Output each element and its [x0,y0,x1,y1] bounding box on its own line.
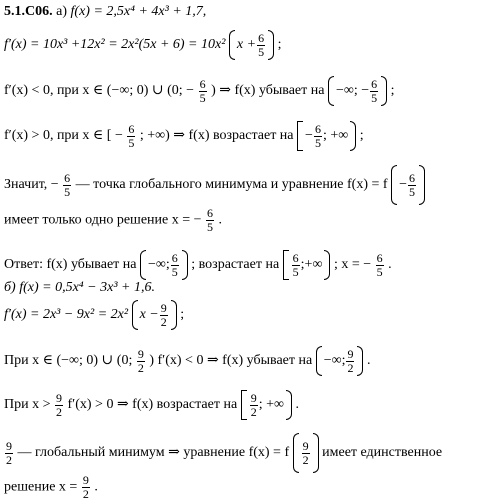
decreasing-text-b: ) f′(x) < 0 ⇒ f(x) убывает на [149,353,313,369]
fraction-9-2: $\frac{9}{2}$ [250,390,257,419]
bracket-group [297,121,356,151]
fraction-6-5: $\frac{6}{5}$ [258,30,265,59]
line-4 [4,121,364,151]
interval-end: ; +∞ [322,128,349,143]
line-12 [4,433,442,473]
fraction-9-2: $\frac{9}{2}$ [347,346,354,375]
line-5 [4,165,425,205]
fraction-6-5: $\frac{6}{5}$ [314,121,321,150]
part-a-marker: а) [56,4,68,19]
period: . [366,353,371,369]
fraction-6-5: $\frac{6}{5}$ [408,170,415,199]
period: . [94,479,98,495]
semicolon: ; [390,83,395,99]
line-13 [4,474,98,501]
paren-group [229,30,274,60]
conclusion-start: Значит, − [4,177,59,193]
fraction-6-5: $\frac{6}{5}$ [64,170,71,199]
minus: − [399,177,407,192]
derivative-b: f′(x) = 2x³ − 9x² = 2x² [4,307,129,323]
semicolon: ; [180,307,185,323]
fraction-6-5: $\frac{6}{5}$ [199,76,206,105]
line-11 [4,390,299,420]
unique-solution-text: имеет только одно решение x = − [4,212,202,228]
increasing-text: ; +∞) ⇒ f(x) возрастает на [139,128,294,144]
paren-group [132,300,177,330]
answer-start: Ответ: f(x) убывает на [4,257,137,273]
line-1 [4,4,206,20]
paren-group [391,165,425,205]
interval-end: ;+∞ [300,257,323,272]
solution-text: решение x = [4,479,78,495]
increasing-cond-b: При x > [4,397,51,413]
decreasing-text: ) ⇒ f(x) убывает на [211,83,325,99]
interval-text: −∞; [323,353,346,368]
global-min-text: — глобальный минимум ⇒ уравнение f(x) = f [17,445,290,461]
unique-text: имеет единственное [322,445,443,461]
minus: − [305,128,313,143]
increasing-cond: f′(x) > 0, при x ∈ [ − [4,128,123,144]
interval-text: −∞; [148,257,170,272]
line-10 [4,346,370,376]
period: . [388,257,392,273]
interval-end: ; +∞ [258,397,284,412]
paren-text: x − [139,307,159,322]
answer-end: ; x = − [333,257,372,273]
paren-group [140,250,188,280]
fraction-9-2: $\frac{9}{2}$ [160,300,167,329]
answer-mid: ; возрастает на [191,257,280,273]
fraction-6-5: $\frac{6}{5}$ [376,250,383,279]
fraction-6-5: $\frac{6}{5}$ [171,250,178,279]
decreasing-cond-b: При x ∈ (−∞; 0) ∪ (0; [4,353,133,369]
fraction-9-2: $\frac{9}{2}$ [6,438,12,467]
fraction-9-2: $\frac{9}{2}$ [82,473,89,501]
derivative-a: f′(x) = 10x³ +12x² = 2x²(5x + 6) = 10x² [4,37,226,53]
period: . [295,397,299,413]
decreasing-cond: f′(x) < 0, при x ∈ (−∞; 0) ∪ (0; − [4,83,195,99]
function-a: f(x) = 2,5x⁴ + 4x³ + 1,7, [70,4,207,19]
paren-group [328,76,387,106]
line-8 [4,280,155,296]
line-3 [4,76,395,106]
bracket-group [283,250,331,280]
line-9 [4,300,184,330]
fraction-9-2: $\frac{9}{2}$ [302,438,309,467]
fraction-9-2: $\frac{9}{2}$ [56,390,62,419]
problem-number: 5.1.С06. [4,4,53,19]
bracket-group [241,390,292,420]
paren-group [316,346,364,376]
fraction-6-5: $\frac{6}{5}$ [292,250,299,279]
fraction-6-5: $\frac{6}{5}$ [128,121,135,150]
increasing-text-b: f′(x) > 0 ⇒ f(x) возрастает на [67,397,238,413]
line-7 [4,250,392,280]
semicolon: ; [277,37,282,53]
conclusion-text: — точка глобального минимума и уравнение f(x) = f [75,177,388,193]
fraction-6-5: $\frac{6}{5}$ [207,206,214,234]
line-2 [4,30,281,60]
function-b: б) f(x) = 0,5x⁴ − 3x³ + 1,6. [4,280,155,295]
period: . [218,212,223,228]
interval-text: −∞; − [335,83,370,98]
paren-group [293,433,319,473]
semicolon: ; [359,128,364,144]
line-6 [4,207,222,234]
fraction-6-5: $\frac{6}{5}$ [371,76,378,105]
fraction-9-2: $\frac{9}{2}$ [137,346,144,375]
paren-text: x + [236,37,257,52]
